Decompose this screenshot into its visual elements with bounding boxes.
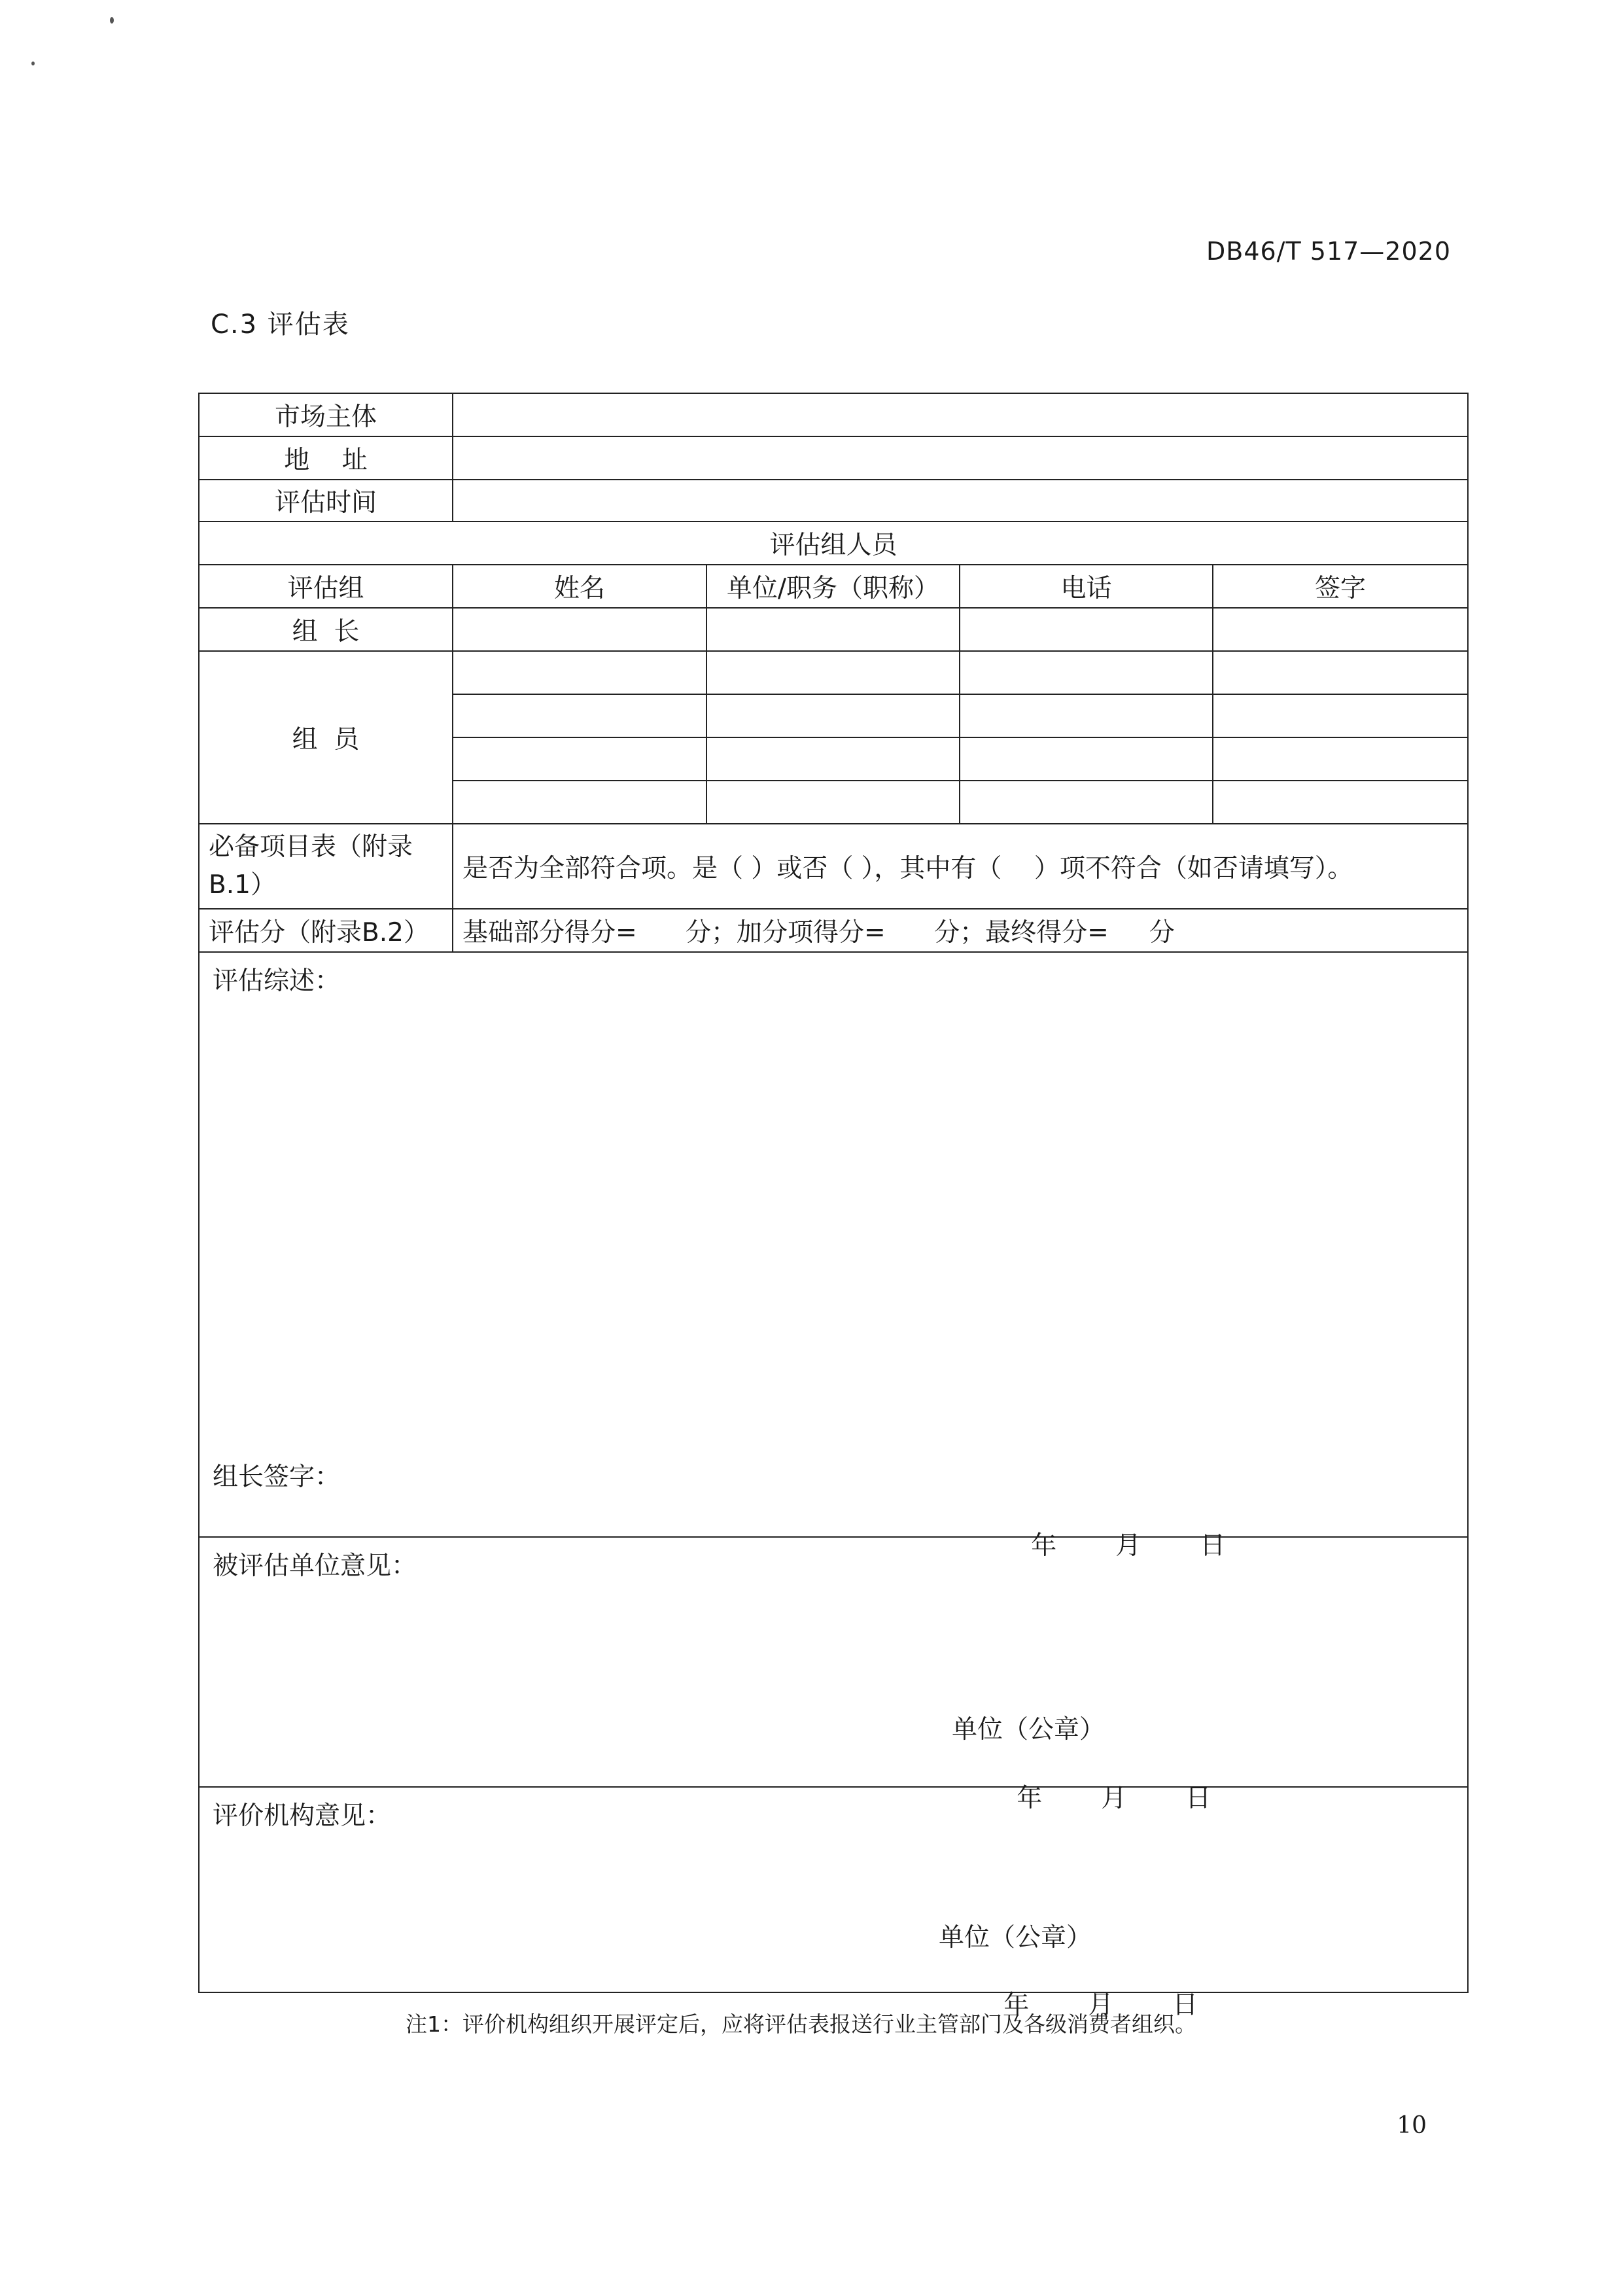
col-header-unit-title: 单位/职务（职称） (706, 565, 960, 608)
row-unit-opinion (199, 1537, 1468, 1787)
member-signature-cell[interactable] (1213, 694, 1468, 737)
member-signature-cell[interactable] (1213, 651, 1468, 694)
row-summary (199, 952, 1468, 1537)
unit-seal-label: 单位（公章） (952, 1715, 1106, 1744)
row-market-entity (199, 393, 1468, 436)
date-year: 年 (1031, 1531, 1057, 1561)
member-signature-cell[interactable] (1213, 737, 1468, 781)
member-name-cell[interactable] (453, 781, 706, 824)
row-column-headers (199, 565, 1468, 608)
row-score (199, 909, 1468, 952)
agency-opinion-label: 评价机构意见： (213, 1801, 392, 1831)
agency-opinion-block[interactable] (199, 1787, 1468, 2020)
date-month: 月 (1101, 1784, 1127, 1813)
col-header-phone: 电话 (960, 565, 1213, 608)
checklist-label: 必备项目表（附录B.1） (199, 824, 453, 909)
row-member (199, 651, 1468, 694)
leader-phone-cell[interactable] (960, 608, 1213, 651)
row-eval-time (199, 480, 1468, 521)
summary-label: 评估综述： (213, 966, 341, 996)
member-name-cell[interactable] (453, 694, 706, 737)
date-month: 月 (1115, 1531, 1141, 1561)
date-year: 年 (1017, 1784, 1043, 1813)
row-team-header (199, 521, 1468, 565)
date-year: 年 (1003, 1990, 1030, 2020)
date-day: 日 (1172, 1990, 1198, 2020)
eval-time-label: 评估时间 (199, 480, 453, 521)
col-header-group: 评估组 (199, 565, 453, 608)
member-label: 组 员 (199, 651, 453, 824)
market-entity-label: 市场主体 (199, 393, 453, 436)
col-header-signature: 签字 (1213, 565, 1468, 608)
row-agency-opinion (199, 1787, 1468, 1992)
unit-opinion-block[interactable] (199, 1537, 1468, 1813)
col-header-name: 姓名 (453, 565, 706, 608)
checklist-text[interactable]: 是否为全部符合项。是（ ）或否（ ），其中有（ ）项不符合（如否请填写）。 (453, 824, 1468, 909)
scan-speck (110, 17, 114, 24)
scan-speck (31, 62, 35, 65)
leader-label: 组 长 (199, 608, 453, 651)
leader-sign-label: 组长签字： (213, 1462, 341, 1492)
member-phone-cell[interactable] (960, 694, 1213, 737)
market-entity-field[interactable] (453, 393, 1468, 436)
score-label: 评估分（附录B.2） (199, 909, 453, 952)
page-number: 10 (1397, 2112, 1427, 2139)
member-unit-cell[interactable] (706, 781, 960, 824)
member-phone-cell[interactable] (960, 651, 1213, 694)
document-code: DB46/T 517—2020 (1206, 237, 1451, 266)
member-phone-cell[interactable] (960, 781, 1213, 824)
eval-time-field[interactable] (453, 480, 1468, 521)
team-header: 评估组人员 (199, 521, 1468, 565)
row-checklist (199, 824, 1468, 909)
unit-opinion-label: 被评估单位意见： (213, 1551, 417, 1581)
row-address (199, 436, 1468, 480)
address-label: 地 址 (199, 436, 453, 480)
leader-unit-cell[interactable] (706, 608, 960, 651)
member-phone-cell[interactable] (960, 737, 1213, 781)
leader-name-cell[interactable] (453, 608, 706, 651)
member-unit-cell[interactable] (706, 737, 960, 781)
summary-block[interactable] (199, 952, 1468, 1561)
member-unit-cell[interactable] (706, 694, 960, 737)
leader-signature-cell[interactable] (1213, 608, 1468, 651)
member-name-cell[interactable] (453, 651, 706, 694)
member-signature-cell[interactable] (1213, 781, 1468, 824)
footnote: 注1：评价机构组织开展评定后，应将评估表报送行业主管部门及各级消费者组织。 (406, 2011, 1196, 2037)
date-month: 月 (1088, 1990, 1114, 2020)
address-field[interactable] (453, 436, 1468, 480)
agency-seal-label: 单位（公章） (939, 1923, 1092, 1952)
section-title: C.3 评估表 (211, 309, 350, 340)
date-day: 日 (1185, 1784, 1211, 1813)
date-day: 日 (1200, 1531, 1226, 1561)
member-unit-cell[interactable] (706, 651, 960, 694)
score-text[interactable]: 基础部分得分= 分；加分项得分= 分；最终得分= 分 (453, 909, 1468, 952)
row-leader (199, 608, 1468, 651)
member-name-cell[interactable] (453, 737, 706, 781)
evaluation-form-table (198, 393, 1469, 2020)
